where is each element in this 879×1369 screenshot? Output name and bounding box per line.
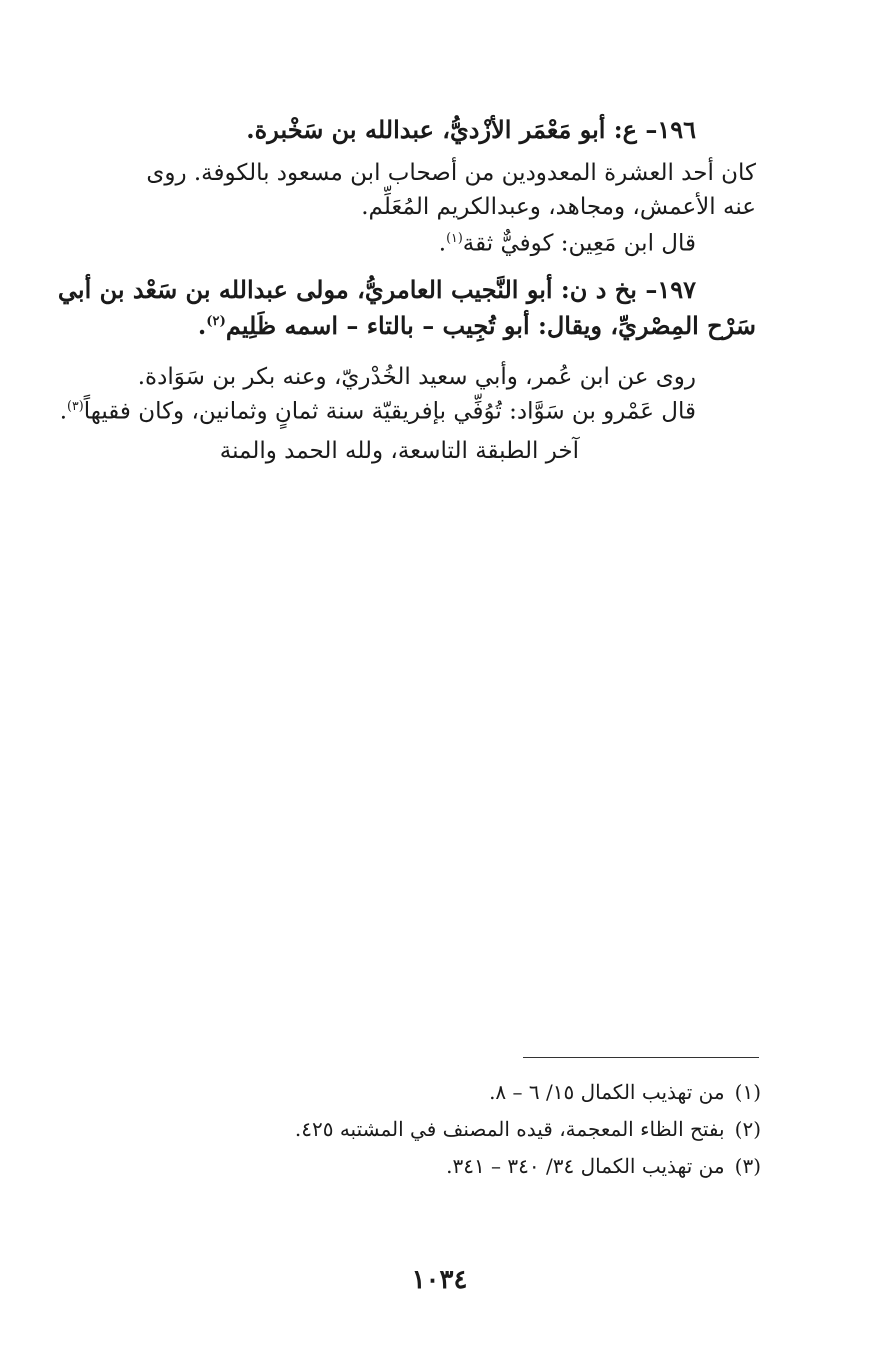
entry-196-heading: ١٩٦– ع: أبو مَعْمَر الأزْديُّ، عبدالله بن سَخْبرة. (246, 115, 696, 144)
footnote-ref-2: (٢) (206, 314, 226, 329)
period: . (197, 311, 207, 340)
entry-196-line-3-text: قال ابن مَعِين: كوفيٌّ ثقة (462, 230, 696, 257)
footnote-3 (446, 1154, 761, 1178)
period: . (59, 398, 68, 425)
closing-line: آخر الطبقة التاسعة، ولله الحمد والمنة (219, 438, 579, 464)
entry-196-line-2: عنه الأعمش، ومجاهد، وعبدالكريم المُعَلِّم. (361, 194, 756, 220)
footnote-ref-3: (٣) (67, 398, 84, 413)
page-number: ١٠٣٤ (411, 1265, 468, 1295)
entry-197-line-2 (60, 398, 696, 426)
entry-197-line-2-text: قال عَمْرو بن سَوَّاد: تُوُفِّي بإفريقيّة سنة ثمانٍ وثمانين، وكان فقيهاً (83, 398, 696, 425)
footnote-1 (489, 1080, 761, 1104)
entry-197-heading-line-2-text: سَرْح المِصْريِّ، ويقال: أبو تُجِيب – بالتاء – اسمه ظَلِيم (225, 311, 756, 340)
entry-197-heading-line-2 (198, 312, 756, 341)
footnote-separator (523, 1057, 759, 1058)
entry-196-line-3 (439, 230, 696, 258)
footnote-2 (295, 1117, 761, 1141)
footnote-2-number: (٢) (734, 1117, 761, 1141)
entry-197-line-1: روى عن ابن عُمر، وأبي سعيد الخُدْريّ، وعنه بكر بن سَوَادة. (137, 364, 696, 390)
entry-196-line-1: كان أحد العشرة المعدودين من أصحاب ابن مسعود بالكوفة. روى (146, 160, 756, 186)
footnote-ref-1: (١) (446, 230, 463, 245)
footnote-2-text: بفتح الظاء المعجمة، قيده المصنف في المشتبه ٤٢٥. (294, 1117, 725, 1141)
footnote-1-text: من تهذيب الكمال ١٥/ ٦ – ٨. (489, 1080, 725, 1104)
entry-197-heading-line-1: ١٩٧– بخ د ن: أبو النَّجيب العامريُّ، مولى عبدالله بن سَعْد بن أبي (57, 275, 696, 304)
period: . (438, 230, 447, 257)
footnote-3-number: (٣) (734, 1154, 761, 1178)
footnote-1-number: (١) (734, 1080, 761, 1104)
footnote-3-text: من تهذيب الكمال ٣٤/ ٣٤٠ – ٣٤١. (446, 1154, 725, 1178)
